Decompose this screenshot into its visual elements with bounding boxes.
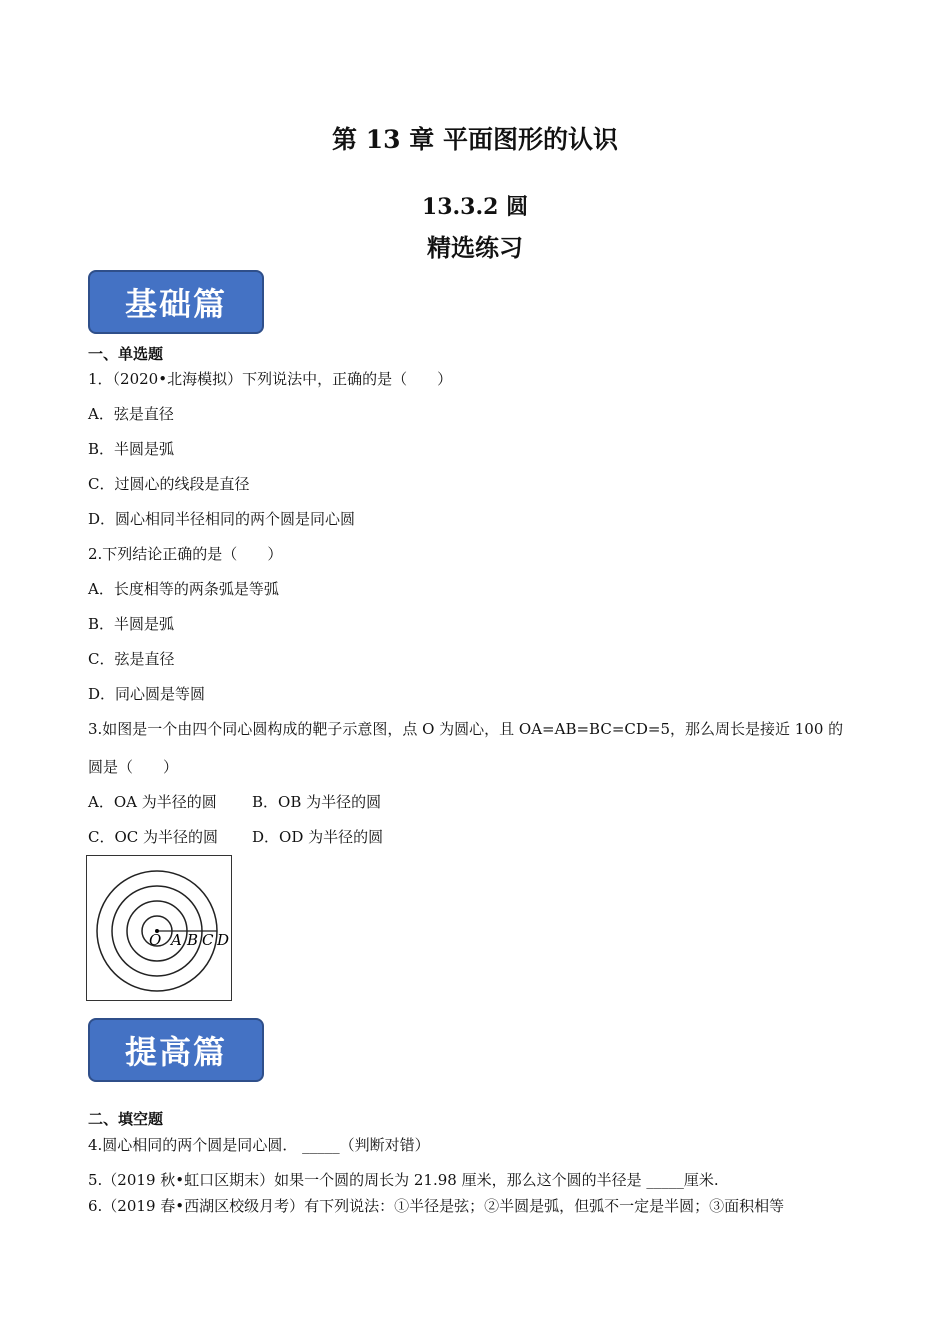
q1-stem: 1．（2020•北海模拟）下列说法中，正确的是（ ） bbox=[88, 370, 453, 388]
q3-option-a: A．OA 为半径的圆 bbox=[88, 793, 217, 811]
q1-option-d: D．圆心相同半径相同的两个圆是同心圆 bbox=[88, 510, 356, 528]
q3-option-c: C．OC 为半径的圆 bbox=[88, 828, 219, 846]
label-d: D bbox=[217, 931, 230, 949]
label-o: O bbox=[149, 931, 162, 949]
label-a: A bbox=[171, 931, 182, 949]
part1-heading: 一、单选题 bbox=[88, 345, 164, 363]
label-b: B bbox=[187, 931, 199, 949]
section-title: 13.3.2 圆 bbox=[421, 194, 529, 220]
q2-option-a: A．长度相等的两条弧是等弧 bbox=[88, 580, 279, 598]
q3-stem-line2: 圆是（ ） bbox=[88, 758, 179, 776]
q4-text: 4.圆心相同的两个圆是同心圆． _____（判断对错） bbox=[88, 1136, 430, 1154]
advanced-level-banner: 提高篇 bbox=[88, 1018, 264, 1082]
q2-stem: 2.下列结论正确的是（ ） bbox=[88, 545, 283, 563]
q3-option-d: D．OD 为半径的圆 bbox=[252, 828, 384, 846]
q3-option-b: B．OB 为半径的圆 bbox=[252, 793, 382, 811]
target-diagram bbox=[87, 856, 231, 1000]
basic-level-banner: 基础篇 bbox=[88, 270, 264, 334]
q1-option-b: B．半圆是弧 bbox=[88, 440, 175, 458]
q3-stem-line1: 3.如图是一个由四个同心圆构成的靶子示意图，点 O 为圆心，且 OA=AB=BC=CD=5，那么周长是接近 100 的 bbox=[88, 720, 844, 738]
q1-option-c: C．过圆心的线段是直径 bbox=[88, 475, 250, 493]
q2-option-d: D．同心圆是等圆 bbox=[88, 685, 206, 703]
concentric-circles-figure bbox=[86, 855, 232, 1001]
q2-option-c: C．弦是直径 bbox=[88, 650, 175, 668]
q2-option-b: B．半圆是弧 bbox=[88, 615, 175, 633]
q6-text: 6.（2019 春•西湖区校级月考）有下列说法：①半径是弦；②半圆是弧，但弧不一定是半圆；③面积相等 bbox=[88, 1197, 785, 1215]
chapter-title: 第 13 章 平面图形的认识 bbox=[332, 125, 618, 154]
q1-option-a: A．弦是直径 bbox=[88, 405, 174, 423]
subtitle: 精选练习 bbox=[427, 233, 523, 262]
label-c: C bbox=[202, 931, 214, 949]
q5-text: 5.（2019 秋•虹口区期末）如果一个圆的周长为 21.98 厘米，那么这个圆的半径是 _____厘米. bbox=[88, 1171, 719, 1189]
part2-heading: 二、填空题 bbox=[88, 1110, 164, 1128]
